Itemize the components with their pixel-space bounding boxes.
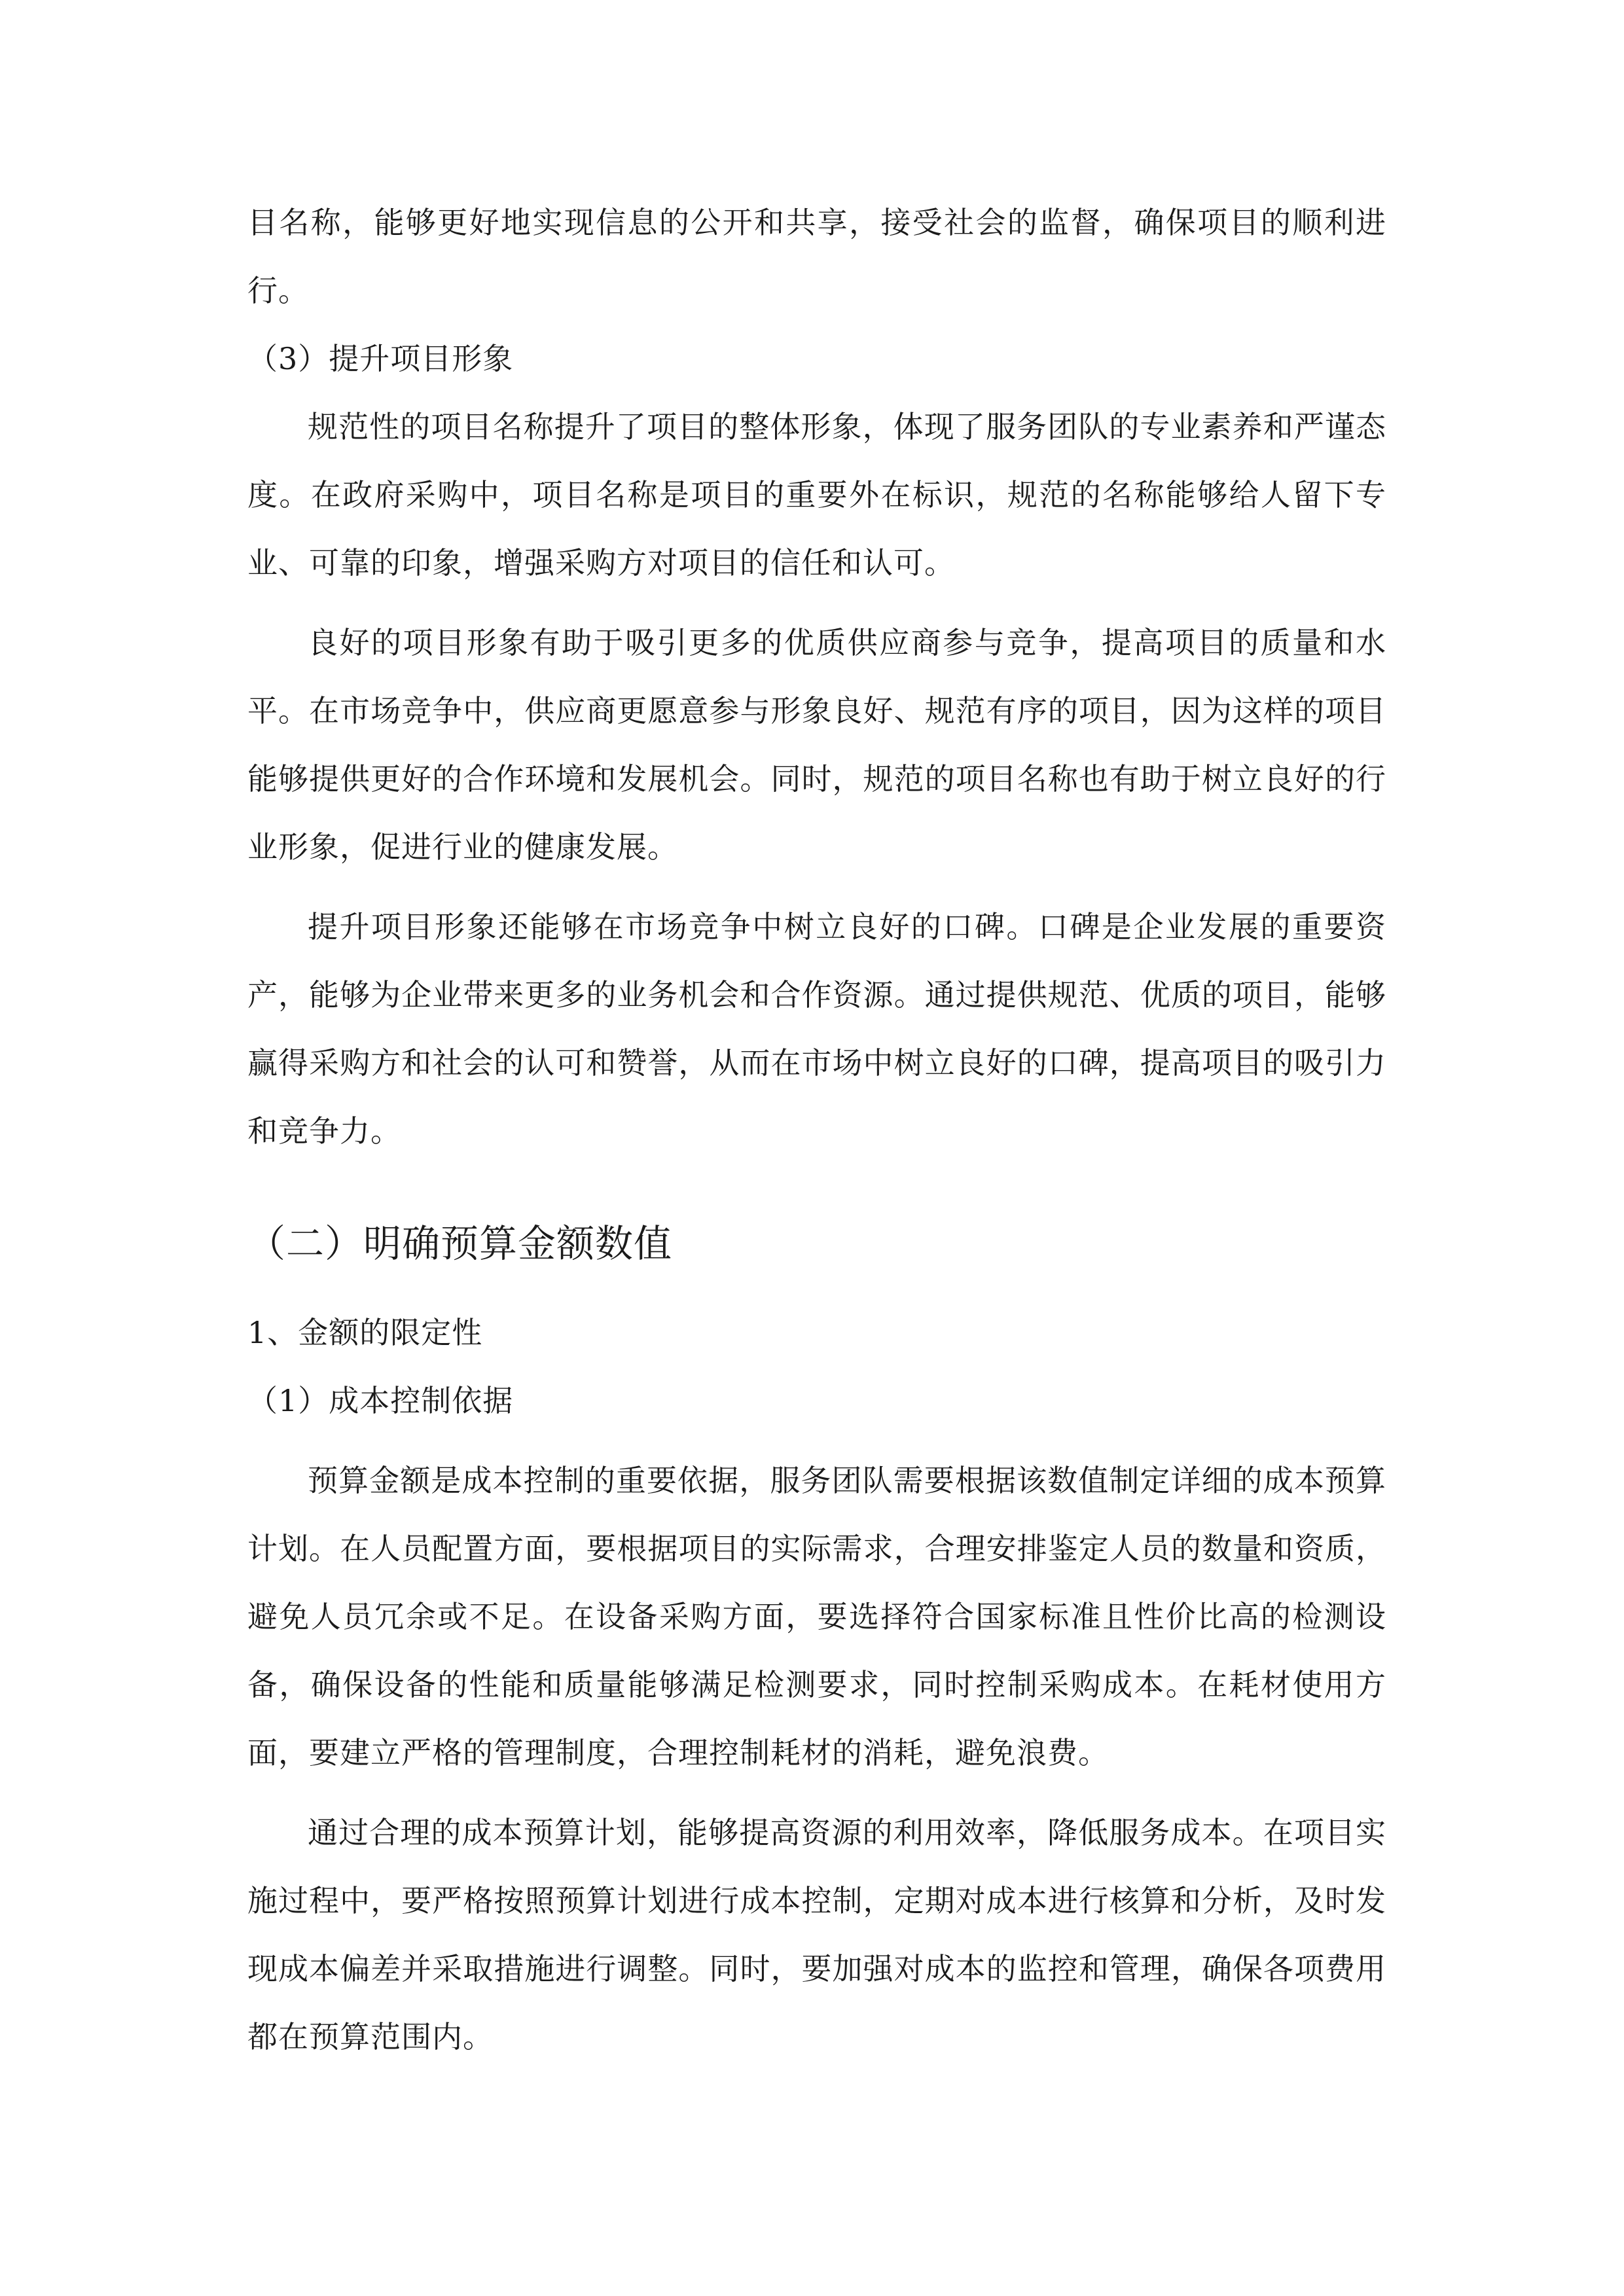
subsection-amount-limit: 1、金额的限定性 (247, 1315, 483, 1350)
paragraph-cost-1: 预算金额是成本控制的重要依据，服务团队需要根据该数值制定详细的成本预算计划。在人员配置方面，要根据项目的实际需求，合理安排鉴定人员的数量和资质，避免人员冗余或不足。在设备采购方面，要选择符合国家标准且性价比高的检测设备，确保设备的性能和质量能够满足检测要求，同时控制采购成本。在耗材使用方面，要建立严格的管理制度，合理控制耗材的消耗，避免浪费。 (247, 1463, 1386, 1770)
heading-project-image: （3）提升项目形象 (247, 341, 514, 376)
paragraph-cost-2: 通过合理的成本预算计划，能够提高资源的利用效率，降低服务成本。在项目实施过程中，要严格按照预算计划进行成本控制，定期对成本进行核算和分析，及时发现成本偏差并采取措施进行调整。同时，要加强对成本的监控和管理，确保各项费用都在预算范围内。 (247, 1815, 1386, 2054)
continuation-paragraph: 目名称，能够更好地实现信息的公开和共享，接受社会的监督，确保项目的顺利进行。 (247, 205, 1386, 308)
paragraph-image-1: 规范性的项目名称提升了项目的整体形象，体现了服务团队的专业素养和严谨态度。在政府采购中，项目名称是项目的重要外在标识，规范的名称能够给人留下专业、可靠的印象，增强采购方对项目的信任和认可。 (247, 409, 1386, 581)
paragraph-image-2: 良好的项目形象有助于吸引更多的优质供应商参与竞争，提高项目的质量和水平。在市场竞争中，供应商更愿意参与形象良好、规范有序的项目，因为这样的项目能够提供更好的合作环境和发展机会。同时，规范的项目名称也有助于树立良好的行业形象，促进行业的健康发展。 (247, 625, 1386, 865)
section-title-budget: （二）明确预算金额数值 (247, 1221, 673, 1266)
heading-cost-control: （1）成本控制依据 (247, 1383, 514, 1418)
paragraph-image-3: 提升项目形象还能够在市场竞争中树立良好的口碑。口碑是企业发展的重要资产，能够为企业带来更多的业务机会和合作资源。通过提供规范、优质的项目，能够赢得采购方和社会的认可和赞誉，从而在市场中树立良好的口碑，提高项目的吸引力和竞争力。 (247, 909, 1386, 1149)
document-page (247, 188, 1386, 2071)
